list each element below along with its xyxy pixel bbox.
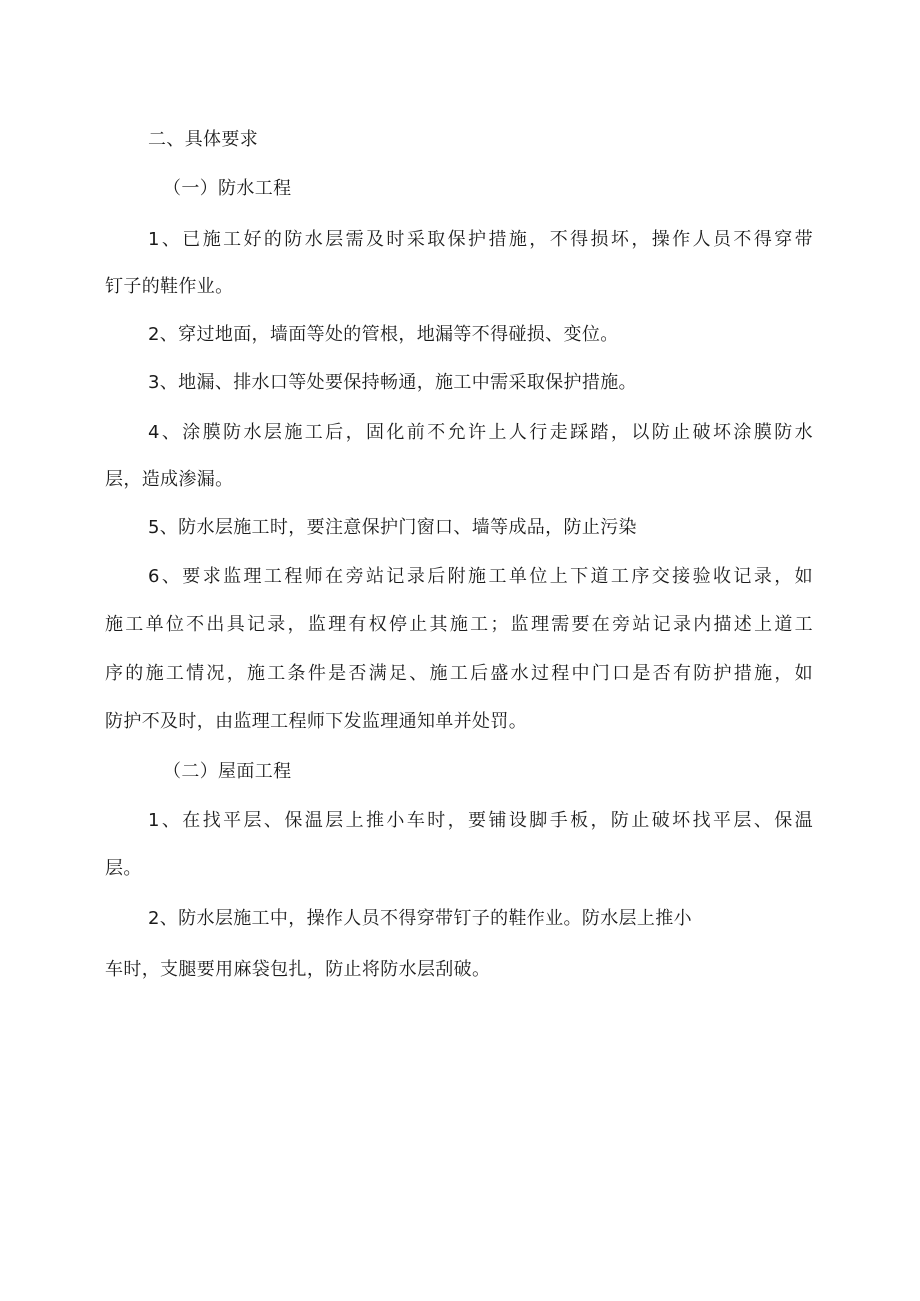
waterproofing-item-1-line-1: 1、已施工好的防水层需及时采取保护措施，不得损坏，操作人员不得穿带 xyxy=(148,229,813,250)
waterproofing-item-4-line-1: 4、涂膜防水层施工后，固化前不允许上人行走踩踏，以防止破坏涂膜防水 xyxy=(148,422,813,443)
waterproofing-item-6-line-2: 施工单位不出具记录，监理有权停止其施工；监理需要在旁站记录内描述上道工 xyxy=(105,614,813,635)
roofing-item-1-line-1: 1、在找平层、保温层上推小车时，要铺设脚手板，防止破坏找平层、保温 xyxy=(148,810,813,831)
waterproofing-item-3: 3、地漏、排水口等处要保持畅通，施工中需采取保护措施。 xyxy=(148,372,637,393)
roofing-item-1-line-2: 层。 xyxy=(105,858,142,879)
waterproofing-item-5: 5、防水层施工时，要注意保护门窗口、墙等成品，防止污染 xyxy=(148,517,637,538)
roofing-item-2-line-1: 2、防水层施工中，操作人员不得穿带钉子的鞋作业。防水层上推小 xyxy=(148,908,692,929)
section-heading: 二、具体要求 xyxy=(148,129,259,150)
waterproofing-item-6-line-1: 6、要求监理工程师在旁站记录后附施工单位上下道工序交接验收记录，如 xyxy=(148,566,813,587)
waterproofing-item-2: 2、穿过地面，墙面等处的管根，地漏等不得碰损、变位。 xyxy=(148,324,619,345)
waterproofing-item-1-line-2: 钉子的鞋作业。 xyxy=(105,276,234,297)
waterproofing-item-4-line-2: 层，造成渗漏。 xyxy=(105,469,234,490)
waterproofing-item-6-line-3: 序的施工情况，施工条件是否满足、施工后盛水过程中门口是否有防护措施，如 xyxy=(105,663,813,684)
subsection-heading-roofing: （二）屋面工程 xyxy=(163,761,292,782)
roofing-item-2-line-2: 车时，支腿要用麻袋包扎，防止将防水层刮破。 xyxy=(105,959,491,980)
waterproofing-item-6-line-4: 防护不及时，由监理工程师下发监理通知单并处罚。 xyxy=(105,711,528,732)
subsection-heading-waterproofing: （一）防水工程 xyxy=(163,178,292,199)
